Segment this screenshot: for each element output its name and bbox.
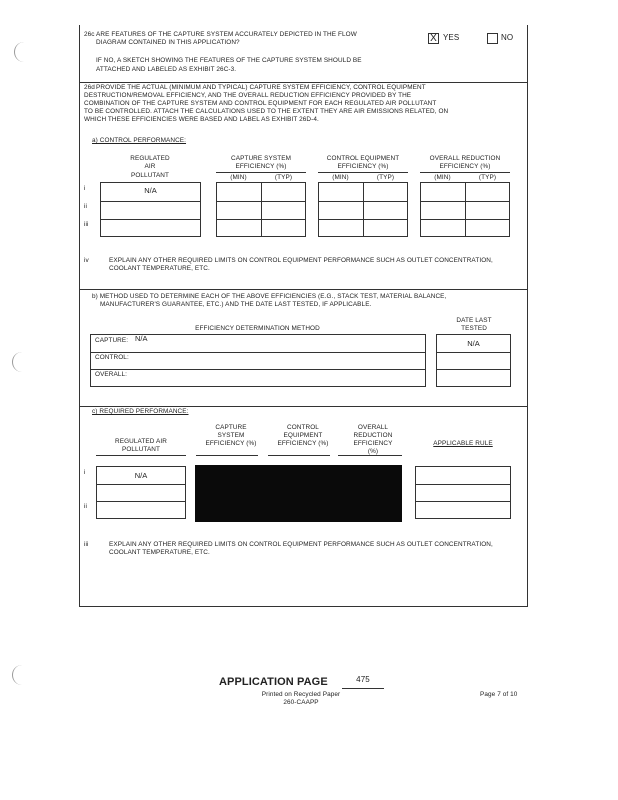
a-control-header-rule [318,172,408,173]
a-control-min: (MIN) [332,174,349,181]
footer-title: APPLICATION PAGE [219,676,328,688]
divider-26c-26d [79,82,528,83]
c-col-overall-3: EFFICIENCY [353,440,393,447]
divider-a-b [79,289,528,290]
a-col-capture-2: EFFICIENCY (%) [235,163,287,170]
c-col-overall-1: OVERALL [357,424,389,431]
c-col-overall-4: (%) [367,448,379,455]
section-c-title: c) REQUIRED PERFORMANCE: [92,408,189,415]
b-method-header: EFFICIENCY DETERMINATION METHOD [195,325,320,332]
a-note-numeral: iv [84,257,89,264]
a-overall-header-rule [420,172,510,173]
a-col-control-1: CONTROL EQUIPMENT [326,155,400,162]
a-control-grid[interactable] [318,182,408,237]
a-capture-min: (MIN) [230,174,247,181]
a-row-numeral-iii: iii [84,221,89,228]
q26c-question-line1: ARE FEATURES OF THE CAPTURE SYSTEM ACCURATELY DEPICTED IN THE FLOW [96,31,357,38]
a-control-typ: (TYP) [376,174,395,181]
no-label: NO [501,33,514,42]
a-col-pollutant-3: POLLUTANT [130,172,170,179]
c-col-capture-1: CAPTURE [215,424,247,431]
no-checkbox[interactable] [487,33,498,44]
c-col-control-3: EFFICIENCY (%) [277,440,329,447]
q26d-line4: TO BE CONTROLLED. ATTACH THE CALCULATIONS USED TO THE EXTENT THEY ARE AIR EMISSIONS RELATED, ON [84,108,449,115]
yes-label: YES [443,33,460,42]
q26d-line3: COMBINATION OF THE CAPTURE SYSTEM AND CONTROL EQUIPMENT FOR EACH REGULATED AIR POLLUTANT [84,100,437,107]
c-col-control-1: CONTROL [287,424,319,431]
redaction-block [195,465,402,522]
footer-page-number-rule [342,688,384,689]
a-overall-grid[interactable] [420,182,510,237]
b-capture-method[interactable]: N/A [135,334,148,343]
c-row-numeral-ii: ii [84,503,88,510]
c-col-rule: APPLICABLE RULE [433,440,493,447]
section-b-line2: MANUFACTURER'S GUARANTEE, ETC.) AND THE DATE LAST TESTED, IF APPLICABLE. [100,301,372,308]
form-right-border [527,25,528,607]
a-overall-min: (MIN) [434,174,451,181]
a-col-pollutant-2: AIR [144,163,156,170]
c-control-header-rule [268,455,330,456]
divider-b-c [79,406,528,407]
q26c-question-line2: DIAGRAM CONTAINED IN THIS APPLICATION? [96,39,240,46]
a-pollutant-row1[interactable]: N/A [144,186,157,195]
punch-hole-bottom [12,665,23,685]
b-control-label: CONTROL: [95,354,129,361]
c-col-control-2: EQUIPMENT [283,432,323,439]
a-col-capture-1: CAPTURE SYSTEM [231,155,291,162]
footer-page-number: 475 [356,675,370,684]
a-col-overall-2: EFFICIENCY (%) [439,163,491,170]
b-capture-date[interactable]: N/A [467,339,480,348]
c-col-capture-3: EFFICIENCY (%) [205,440,257,447]
a-capture-typ: (TYP) [274,174,293,181]
q26c-note-line1: IF NO, A SKETCH SHOWING THE FEATURES OF THE CAPTURE SYSTEM SHOULD BE [96,57,362,64]
a-capture-header-rule [216,172,306,173]
c-note-line2: COOLANT TEMPERATURE, ETC. [109,549,210,556]
c-col-pollutant-2: POLLUTANT [121,446,161,453]
b-date-header-2: TESTED [461,325,487,332]
punch-hole-top [14,42,25,62]
q26d-line2: DESTRUCTION/REMOVAL EFFICIENCY, AND THE OVERALL REDUCTION EFFICIENCY PROVIDED BY THE [84,92,412,99]
q26d-line1: PROVIDE THE ACTUAL (MINIMUM AND TYPICAL) CAPTURE SYSTEM EFFICIENCY, CONTROL EQUIPMENT [96,84,426,91]
yes-check-mark: X [430,33,437,44]
c-col-overall-2: REDUCTION [353,432,393,439]
c-capture-header-rule [196,455,258,456]
c-row-numeral-i: i [84,469,86,476]
a-note-line1: EXPLAIN ANY OTHER REQUIRED LIMITS ON CONTROL EQUIPMENT PERFORMANCE SUCH AS OUTLET CONCENTRATION, [109,257,493,264]
footer-page-of: Page 7 of 10 [480,691,518,698]
c-col-pollutant-1: REGULATED AIR [115,438,167,445]
q26d-line5: WHICH THESE EFFICIENCIES WERE BASED AND LABEL AS EXHIBIT 26D-4. [84,116,319,123]
a-capture-grid[interactable] [216,182,306,237]
a-overall-typ: (TYP) [478,174,497,181]
footer-recycled: Printed on Recycled Paper [261,691,341,698]
form-left-border [79,25,80,607]
c-pollutant-header-rule [96,455,186,456]
a-col-overall-1: OVERALL REDUCTION [429,155,501,162]
section-a-title: a) CONTROL PERFORMANCE: [92,137,187,144]
a-note-line2: COOLANT TEMPERATURE, ETC. [109,265,210,272]
c-rule-column[interactable] [415,466,511,519]
c-note-numeral: iii [84,541,89,548]
section-b-line1: b) METHOD USED TO DETERMINE EACH OF THE ABOVE EFFICIENCIES (E.G., STACK TEST, MATERIAL BALANCE, [92,293,447,300]
b-date-header-1: DATE LAST [456,317,492,324]
b-overall-label: OVERALL: [95,371,128,378]
yes-checkbox[interactable] [428,33,439,44]
c-note-line1: EXPLAIN ANY OTHER REQUIRED LIMITS ON CONTROL EQUIPMENT PERFORMANCE SUCH AS OUTLET CONCENTRATION, [109,541,493,548]
a-row-numeral-ii: ii [84,203,88,210]
a-row-numeral-i: i [84,185,86,192]
c-pollutant-row1[interactable]: N/A [134,471,148,480]
q26c-number: 26c [84,31,95,38]
footer-form-code: 260-CAAPP [283,699,319,706]
form-bottom-border [79,606,528,607]
punch-hole-middle [12,352,23,372]
c-col-capture-2: SYSTEM [217,432,245,439]
b-capture-label: CAPTURE: [95,337,129,344]
q26d-number: 26d [84,84,95,91]
a-col-pollutant-1: REGULATED [130,155,170,162]
a-col-control-2: EFFICIENCY (%) [337,163,389,170]
q26c-note-line2: ATTACHED AND LABELED AS EXHIBIT 26C-3. [96,66,237,73]
c-overall-header-rule [338,455,402,456]
